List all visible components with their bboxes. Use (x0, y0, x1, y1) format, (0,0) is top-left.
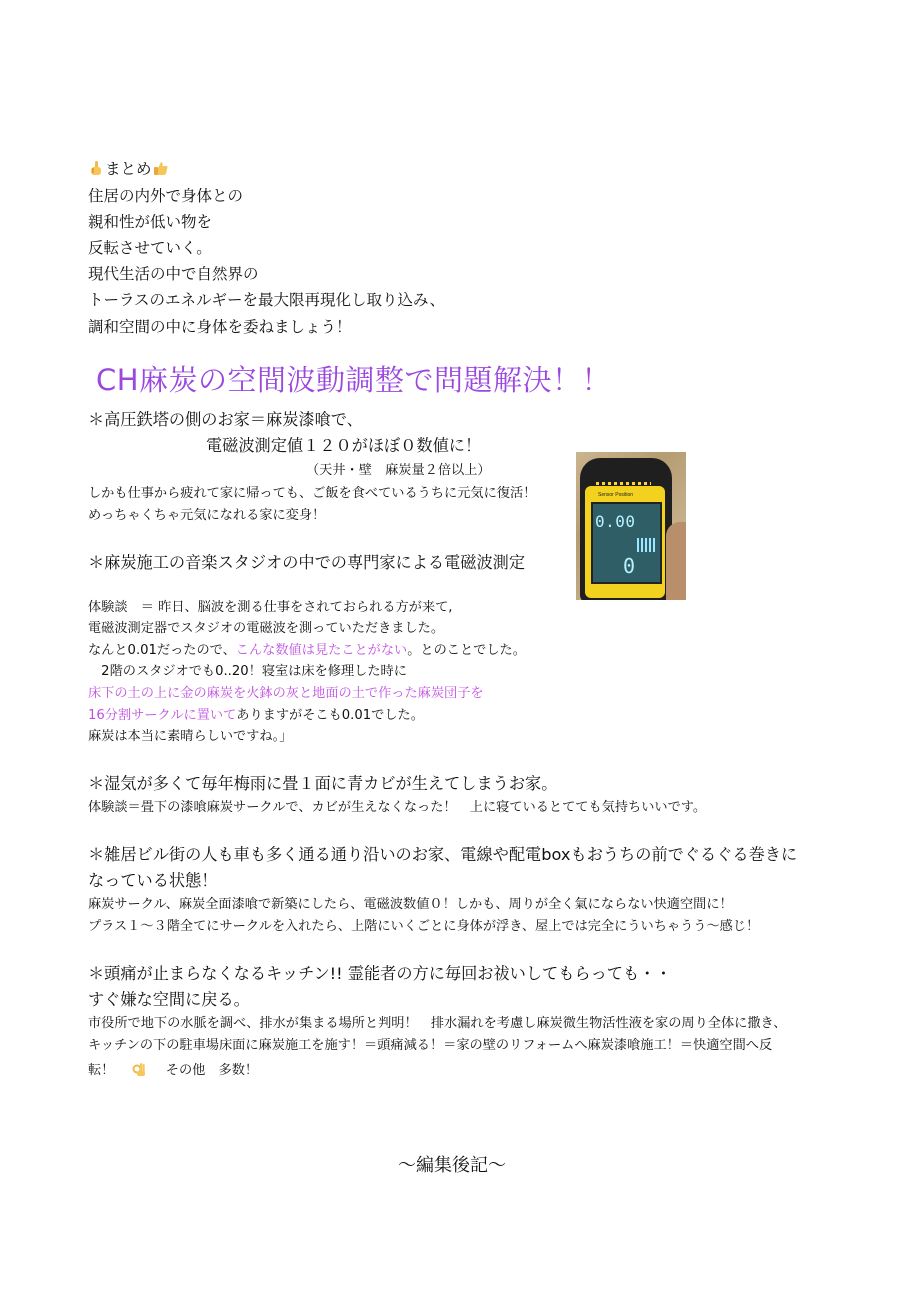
page-title: CH麻炭の空間波動調整で問題解決！！ (96, 363, 612, 397)
case1-note: （天井・壁 麻炭量２倍以上） (306, 463, 491, 478)
case4-heading-1: ＊雑居ビル街の人も車も多く通る通り沿いのお家、電線や配電boxもおうちの前でぐるぐる巻きに (88, 845, 798, 864)
meter-bars (637, 538, 655, 552)
case5-heading-1: ＊頭痛が止まらなくなるキッチン!! 霊能者の方に毎回お祓いしてもらっても・・ (88, 964, 672, 983)
summary-heading: まとめ (88, 157, 169, 179)
summary-line-2: 親和性が低い物を (88, 213, 213, 231)
case2-line-2: 電磁波測定器でスタジオの電磁波を測っていただきました。 (88, 621, 445, 636)
case3-body: 体験談＝畳下の漆喰麻炭サークルで、カビが生えなくなった！ 上に寝ているとてても気持ちいいです。 (88, 800, 707, 815)
emf-meter-photo (576, 452, 686, 600)
summary-line-4: 現代生活の中で自然界の (88, 265, 259, 283)
highlight-text: こんな数値は見たことがない (235, 643, 408, 658)
summary-line-1: 住居の内外で身体との (88, 187, 244, 205)
case5-body-1: 市役所で地下の水脈を調べ、排水が集まる場所と判明！ 排水漏れを考慮し麻炭微生物活性液を家の周り全体に撒き、 (88, 1016, 787, 1031)
summary-line-5: トーラスのエネルギーを最大限再現化し取り込み、 (88, 291, 445, 309)
case2-line-5: 床下の土の上に金の麻炭を火鉢の灰と地面の土で作った麻炭団子を (88, 686, 484, 701)
summary-line-6: 調和空間の中に身体を委ねましょう！ (88, 318, 352, 336)
case5-heading-2: すぐ嫌な空間に戻る。 (88, 990, 250, 1009)
editor-postscript-heading: 〜編集後記〜 (398, 1155, 506, 1176)
thumbs-up-icon (152, 160, 169, 177)
meter-indicator-dots (596, 482, 651, 485)
case2-heading: ＊麻炭施工の音楽スタジオの中での専門家による電磁波測定 (88, 553, 526, 572)
ok-hand-icon (131, 1060, 148, 1077)
case1-heading: ＊高圧鉄塔の側のお家＝麻炭漆喰で、 (88, 410, 363, 429)
case4-body-2: プラス１〜３階全てにサークルを入れたら、上階にいくごとに身体が浮き、屋上では完全にういちゃうう〜感じ！ (88, 919, 760, 934)
case2-line-1: 体験談 ＝ 昨日、脳波を測る仕事をされておられる方が来て, (88, 600, 453, 615)
meter-reading-bottom: 0 (623, 554, 636, 578)
case2-line-6: 16分割サークルに置いてありますがそこも0.01でした。 (88, 708, 424, 723)
hand (666, 522, 686, 600)
meter-label: Sensor Position (598, 492, 634, 498)
case5-body-2: キッチンの下の駐車場床面に麻炭施工を施す！＝頭痛減る！＝家の壁のリフォームへ麻炭漆喰施工！＝快適空間へ反 (88, 1038, 773, 1053)
case3-heading: ＊湿気が多くて毎年梅雨に畳１面に青カビが生えてしまうお家。 (88, 774, 558, 793)
case1-subheading: 電磁波測定値１２０がほぼ０数値に！ (206, 436, 482, 455)
case5-body-3: 転！ その他 多数！ (88, 1059, 258, 1078)
case2-line-4: 2階のスタジオでも0..20！寝室は床を修理した時に (88, 664, 407, 679)
meter-reading-top: 0.00 (595, 512, 636, 531)
case4-heading-2: なっている状態！ (88, 871, 218, 890)
pointing-up-hand-icon (88, 160, 105, 177)
case2-line-3: なんと0.01だったので、こんな数値は見たことがない。とのことでした。 (88, 643, 526, 658)
case2-line-7: 麻炭は本当に素晴らしいですね。」 (88, 729, 293, 744)
case1-body-2: めっちゃくちゃ元気になれる家に変身！ (88, 508, 326, 523)
case4-body-1: 麻炭サークル、麻炭全面漆喰で新築にしたら、電磁波数値０！しかも、周りが全く氣にならない快適空間に！ (88, 897, 733, 912)
summary-line-3: 反転させていく。 (88, 239, 212, 257)
case1-body-1: しかも仕事から疲れて家に帰っても、ご飯を食べているうちに元気に復活！ (88, 486, 537, 501)
meter-screen (591, 502, 662, 584)
